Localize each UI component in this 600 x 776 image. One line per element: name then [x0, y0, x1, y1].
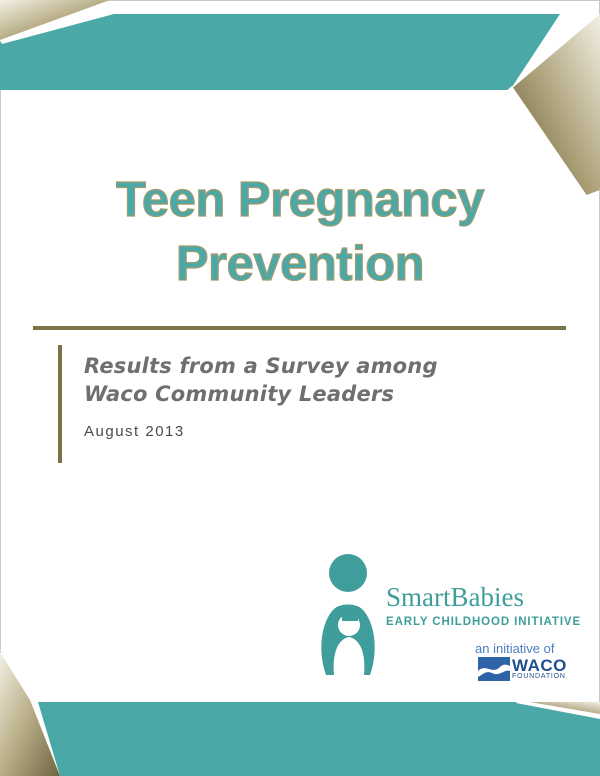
subtitle-line-2: Waco Community Leaders — [84, 382, 395, 406]
brand-name: SmartBabies — [386, 582, 524, 612]
teal-band-bottom — [38, 702, 600, 776]
brand-tagline: EARLY CHILDHOOD INITIATIVE — [386, 616, 582, 628]
subtitle-line-1: Results from a Survey among — [84, 354, 438, 378]
smartbabies-logo-icon — [316, 553, 382, 675]
teal-band-top — [0, 14, 560, 90]
title-line-1: Teen Pregnancy — [116, 173, 484, 227]
initiative-text: an initiative of — [475, 641, 555, 656]
report-date: August 2013 — [84, 423, 185, 440]
waco-foundation-logo-icon — [478, 657, 510, 681]
title-line-2: Prevention — [175, 237, 425, 291]
subtitle-accent-bar — [58, 345, 62, 463]
title-divider — [33, 326, 566, 330]
waco-foundation-word: WACO — [512, 656, 567, 675]
waco-foundation-sub: FOUNDATION — [512, 673, 566, 680]
